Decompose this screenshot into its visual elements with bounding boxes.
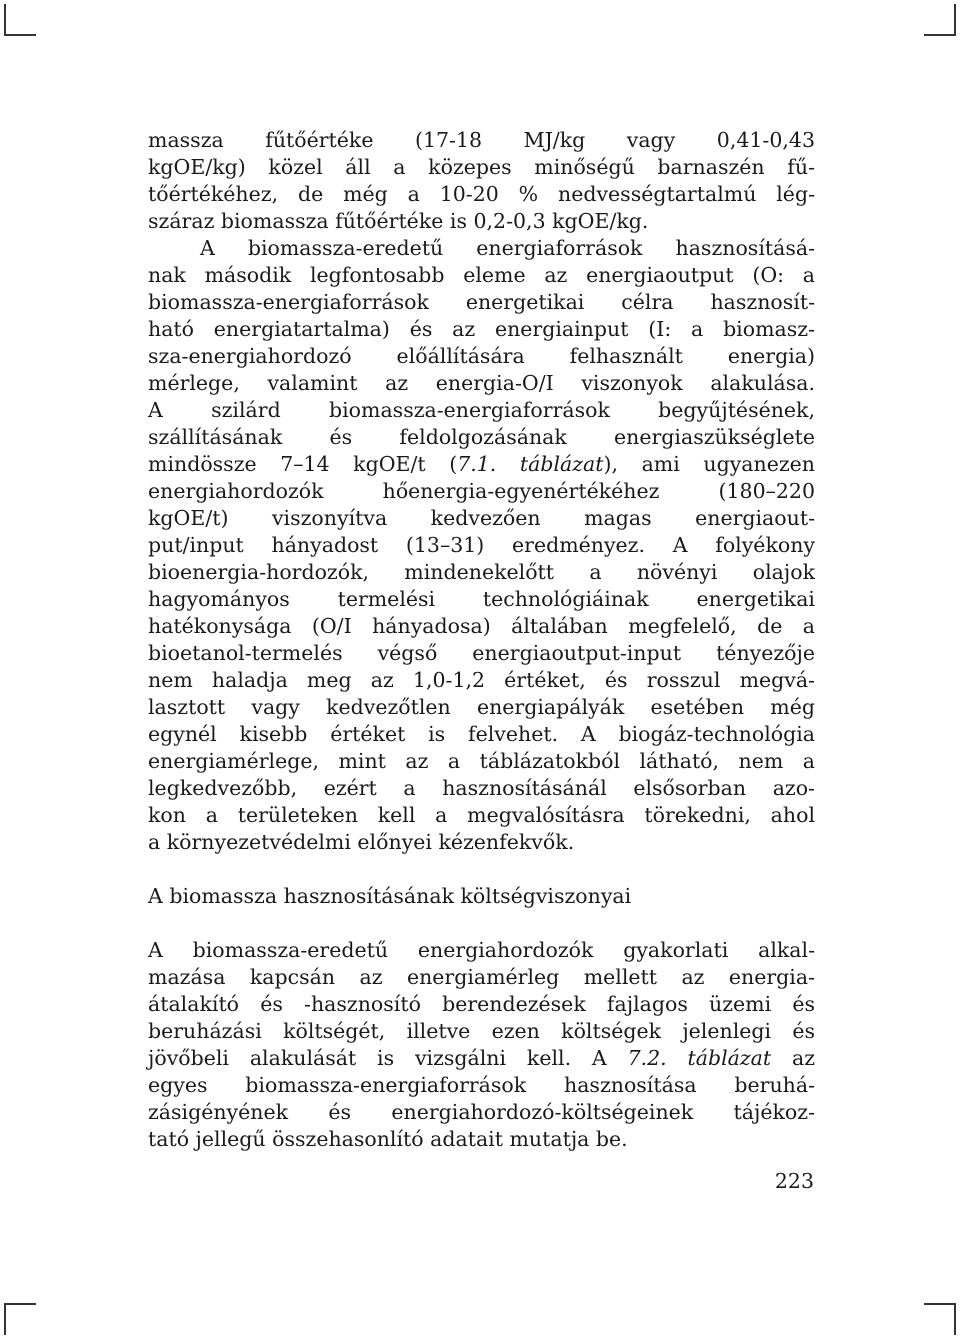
text-line: hagyományos termelési technológiáinak energetikai <box>148 587 815 611</box>
text-line: massza fűtőértéke (17-18 MJ/kg vagy 0,41-0,43 <box>148 128 815 152</box>
text-line: lasztott vagy kedvezőtlen energiapályák esetében még <box>148 695 815 719</box>
text-line: kgOE/kg) közel áll a közepes minőségű barnaszén fű- <box>148 155 815 179</box>
text-line: bioenergia-hordozók, mindenekelőtt a növényi olajok <box>148 560 815 584</box>
text-line: hatékonysága (O/I hányadosa) általában megfelelő, de a <box>148 614 815 638</box>
text-line: tató jellegű összehasonlító adatait mutatja be. <box>148 1127 628 1151</box>
crop-mark-top-right <box>924 4 956 36</box>
text-line: tőértékéhez, de még a 10-20 % nedvességtartalmú lég- <box>148 182 815 206</box>
text-line: energiamérlege, mint az a táblázatokból látható, nem a <box>148 749 815 773</box>
crop-mark-top-left <box>4 4 36 36</box>
text-line: ható energiatartalma) és az energiainput (I: a biomasz- <box>148 317 815 341</box>
text-line: zásigényének és energiahordozó-költségeinek tájékoz- <box>148 1100 815 1124</box>
text-line: A biomassza-eredetű energiahordozók gyakorlati alkal- <box>148 938 815 962</box>
text-line: mazása kapcsán az energiamérleg mellett az energia- <box>148 965 815 989</box>
text-line: legkedvezőbb, ezért a hasznosításánál elsősorban azo- <box>148 776 815 800</box>
page-number: 223 <box>774 1169 814 1193</box>
text-line: egynél kisebb értéket is felvehet. A biogáz-technológia <box>148 722 815 746</box>
text-line: mérlege, valamint az energia-O/I viszonyok alakulása. <box>148 371 815 395</box>
table-reference: 7.2. táblázat <box>627 1046 772 1070</box>
text-run: az <box>771 1046 815 1070</box>
text-line: A biomassza-eredetű energiaforrások hasznosításá- <box>200 236 815 260</box>
table-reference: 7.1. táblázat <box>457 452 604 476</box>
page-body <box>148 127 815 1153</box>
text-line: kon a területeken kell a megvalósításra törekedni, ahol <box>148 803 815 827</box>
text-line: sza-energiahordozó előállítására felhasznált energia) <box>148 344 815 368</box>
text-line: a környezetvédelmi előnyei kézenfekvők. <box>148 830 575 854</box>
section-heading: A biomassza hasznosításának költségviszonyai <box>148 884 632 908</box>
text-line: bioetanol-termelés végső energiaoutput-input tényezője <box>148 641 815 665</box>
text-line: száraz biomassza fűtőértéke is 0,2-0,3 kgOE/kg. <box>148 209 649 233</box>
text-line: nak második legfontosabb eleme az energiaoutput (O: a <box>148 263 815 287</box>
text-run: mindössze 7–14 kgOE/t ( <box>148 452 458 476</box>
paragraph-2 <box>148 235 815 856</box>
text-line: nem haladja meg az 1,0-1,2 értéket, és rosszul megvá- <box>148 668 815 692</box>
text-line: beruházási költségét, illetve ezen költségek jelenlegi és <box>148 1019 815 1043</box>
text-line-with-table-ref <box>148 451 815 478</box>
text-line: energiahordozók hőenergia-egyenértékéhez (180–220 <box>148 479 815 503</box>
text-line-with-table-ref <box>148 1045 815 1072</box>
text-line: biomassza-energiaforrások energetikai célra hasznosít- <box>148 290 815 314</box>
spacer <box>148 856 815 883</box>
crop-mark-bottom-left <box>4 1303 36 1335</box>
crop-mark-bottom-right <box>924 1303 956 1335</box>
text-line: A szilárd biomassza-energiaforrások begyűjtésének, <box>148 398 815 422</box>
text-run: ), ami ugyanezen <box>603 452 815 476</box>
paragraph-3 <box>148 937 815 1153</box>
text-line: átalakító és -hasznosító berendezések fajlagos üzemi és <box>148 992 815 1016</box>
paragraph-1 <box>148 127 815 235</box>
text-line: egyes biomassza-energiaforrások hasznosítása beruhá- <box>148 1073 815 1097</box>
spacer <box>148 910 815 937</box>
text-line: szállításának és feldolgozásának energiaszükséglete <box>148 425 815 449</box>
text-run: jövőbeli alakulását is vizsgálni kell. A <box>148 1046 628 1070</box>
text-line: put/input hányadost (13–31) eredményez. A folyékony <box>148 533 815 557</box>
text-line: kgOE/t) viszonyítva kedvezően magas energiaout- <box>148 506 815 530</box>
